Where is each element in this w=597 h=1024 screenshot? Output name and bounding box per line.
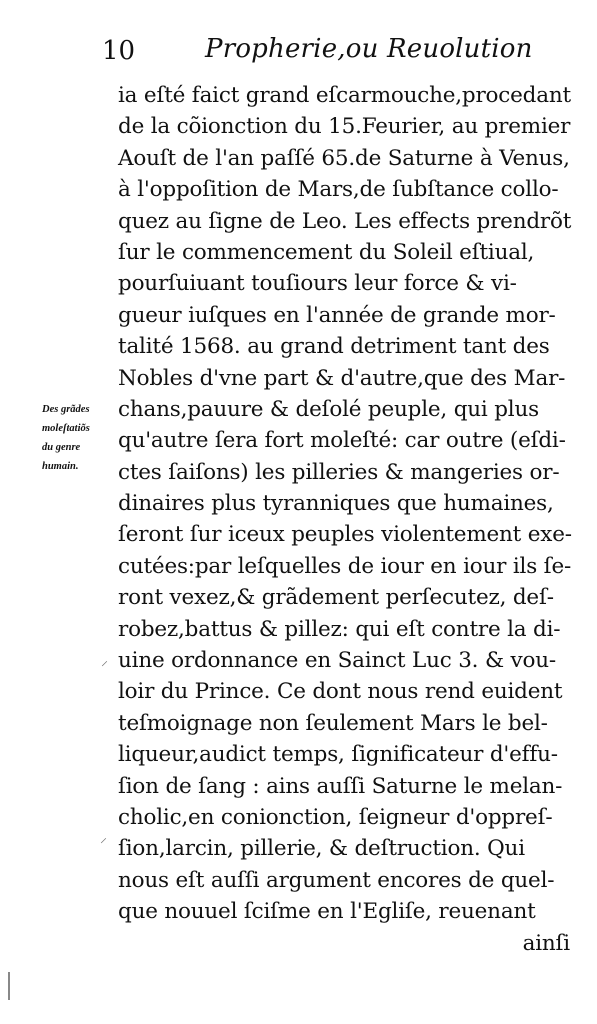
text-line: quez au ſigne de Leo. Les effects prendrõt xyxy=(118,208,572,234)
text-line: Nobles d'vne part & d'autre,que des Mar- xyxy=(118,365,566,391)
text-line: loir du Prince. Ce dont nous rend euident xyxy=(118,679,563,705)
page-number: 10 xyxy=(102,36,136,66)
body-text xyxy=(118,80,570,959)
margin-note-line: du genre xyxy=(42,442,81,453)
margin-note-line: Des grãdes xyxy=(42,404,90,415)
text-line: ſur le commencement du Soleil eſtiual, xyxy=(118,239,535,265)
text-line: pourſuiuant touſiours leur force & vi- xyxy=(118,271,517,297)
running-title: Propherie,ou Reuolution xyxy=(205,34,533,64)
text-line: uine ordonnance en Sainct Luc 3. & vou- xyxy=(118,648,556,674)
catchword: ainſi xyxy=(522,930,570,956)
margin-tick-mark: ⸍ xyxy=(101,659,108,675)
text-line: gueur iuſques en l'année de grande mor- xyxy=(118,302,556,328)
page-edge-mark xyxy=(8,972,10,1000)
margin-note-line: humain. xyxy=(42,461,79,472)
text-line: de la cõionction du 15.Feurier, au premier xyxy=(118,114,571,140)
text-line: liqueur,audict temps, ſignificateur d'effu- xyxy=(118,742,558,768)
text-line: dinaires plus tyranniques que humaines, xyxy=(118,491,554,517)
text-line: cutées:par leſquelles de iour en iour ils ſe- xyxy=(118,553,572,579)
text-line: robez,battus & pillez: qui eſt contre la di- xyxy=(118,616,561,642)
text-line: cholic,en conionction, ſeigneur d'oppreſ- xyxy=(118,804,553,830)
text-line: nous eſt auſſi argument encores de quel- xyxy=(118,867,555,893)
text-line: ia eſté faict grand eſcarmouche,procedant xyxy=(118,83,571,108)
text-line: ctes ſaiſons) les pilleries & mangeries or- xyxy=(118,459,560,485)
text-line: ront vexez,& grãdement perſecutez, deſ- xyxy=(118,585,554,611)
text-line: ſion,larcin, pillerie, & deſtruction. Qui xyxy=(118,836,525,862)
margin-tick-mark: ⸍ xyxy=(100,836,107,852)
text-line: ſion de ſang : ains auſſi Saturne le melan- xyxy=(118,773,563,799)
text-line: qu'autre ſera fort moleſté: car outre (eſdi- xyxy=(118,428,566,454)
text-line: ſeront ſur iceux peuples violentement exe- xyxy=(118,522,572,548)
text-line: chans,pauure & deſolé peuple, qui plus xyxy=(118,396,539,422)
text-line: talité 1568. au grand detriment tant des xyxy=(118,334,550,360)
text-line: Aouſt de l'an paſſé 65.de Saturne à Venus, xyxy=(118,145,570,171)
text-line: à l'oppoſition de Mars,de ſubſtance collo- xyxy=(118,177,559,203)
text-line: que nouuel ſciſme en l'Egliſe, reuenant xyxy=(118,899,536,925)
margin-note xyxy=(42,400,118,476)
text-line: teſmoignage non ſeulement Mars le bel- xyxy=(118,710,548,736)
margin-note-line: moleſtatiõs xyxy=(42,423,90,434)
